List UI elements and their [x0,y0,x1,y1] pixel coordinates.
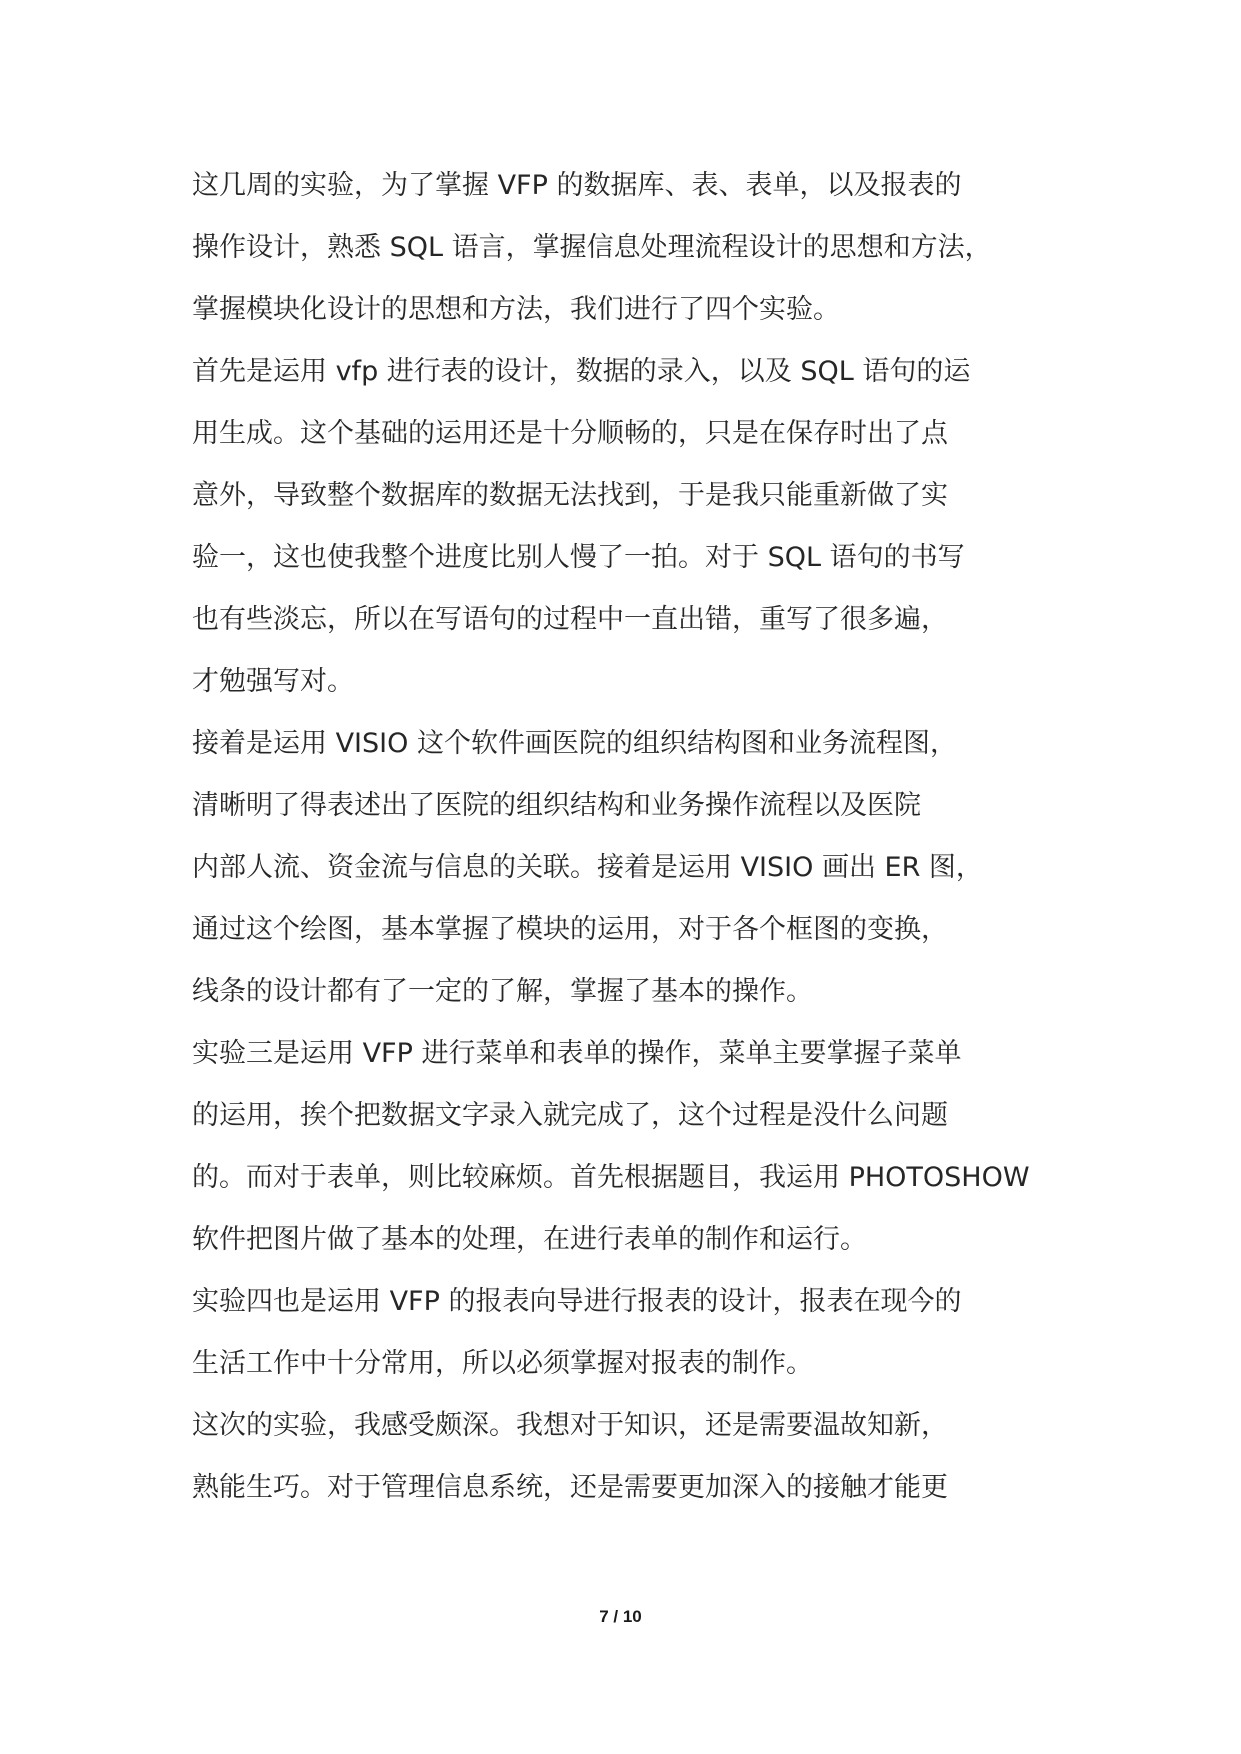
text-line: 生活工作中十分常用，所以必须掌握对报表的制作。 [192,1348,813,1379]
text-line: 的。而对于表单，则比较麻烦。首先根据题目，我运用 PHOTOSHOW [192,1162,1030,1193]
paragraph-experiment-four [192,1271,1072,1395]
text-line: 这次的实验，我感受颇深。我想对于知识，还是需要温故知新， [192,1410,948,1441]
text-line: 也有些淡忘，所以在写语句的过程中一直出错，重写了很多遍， [192,604,948,635]
text-line: 用生成。这个基础的运用还是十分顺畅的，只是在保存时出了点 [192,418,948,449]
text-line: 意外，导致整个数据库的数据无法找到，于是我只能重新做了实 [192,480,948,511]
text-line: 这几周的实验，为了掌握 VFP 的数据库、表、表单，以及报表的 [192,170,962,201]
text-line: 的运用，挨个把数据文字录入就完成了，这个过程是没什么问题 [192,1100,948,1131]
paragraph-experiment-one [192,341,1072,713]
text-line: 首先是运用 vfp 进行表的设计，数据的录入，以及 SQL 语句的运 [192,356,971,387]
paragraph-experiment-three [192,1023,1072,1271]
text-line: 熟能生巧。对于管理信息系统，还是需要更加深入的接触才能更 [192,1472,948,1503]
text-line: 清晰明了得表述出了医院的组织结构和业务操作流程以及医院 [192,790,921,821]
text-line: 验一，这也使我整个进度比别人慢了一拍。对于 SQL 语句的书写 [192,542,965,573]
text-line: 接着是运用 VISIO 这个软件画医院的组织结构图和业务流程图， [192,728,957,759]
text-line: 实验四也是运用 VFP 的报表向导进行报表的设计，报表在现今的 [192,1286,962,1317]
text-line: 掌握模块化设计的思想和方法，我们进行了四个实验。 [192,294,840,325]
document-body [192,155,1072,1519]
paragraph-experiment-two [192,713,1072,1023]
text-line: 线条的设计都有了一定的了解，掌握了基本的操作。 [192,976,813,1007]
text-line: 内部人流、资金流与信息的关联。接着是运用 VISIO 画出 ER 图， [192,852,983,883]
text-line: 操作设计，熟悉 SQL 语言，掌握信息处理流程设计的思想和方法， [192,232,992,263]
text-line: 软件把图片做了基本的处理，在进行表单的制作和运行。 [192,1224,867,1255]
text-line: 才勉强写对。 [192,666,354,697]
paragraph-objectives [192,155,1072,341]
text-line: 实验三是运用 VFP 进行菜单和表单的操作，菜单主要掌握子菜单 [192,1038,962,1069]
text-line: 通过这个绘图，基本掌握了模块的运用，对于各个框图的变换， [192,914,948,945]
paragraph-reflection [192,1395,1072,1519]
page-number: 7 / 10 [599,1607,642,1626]
